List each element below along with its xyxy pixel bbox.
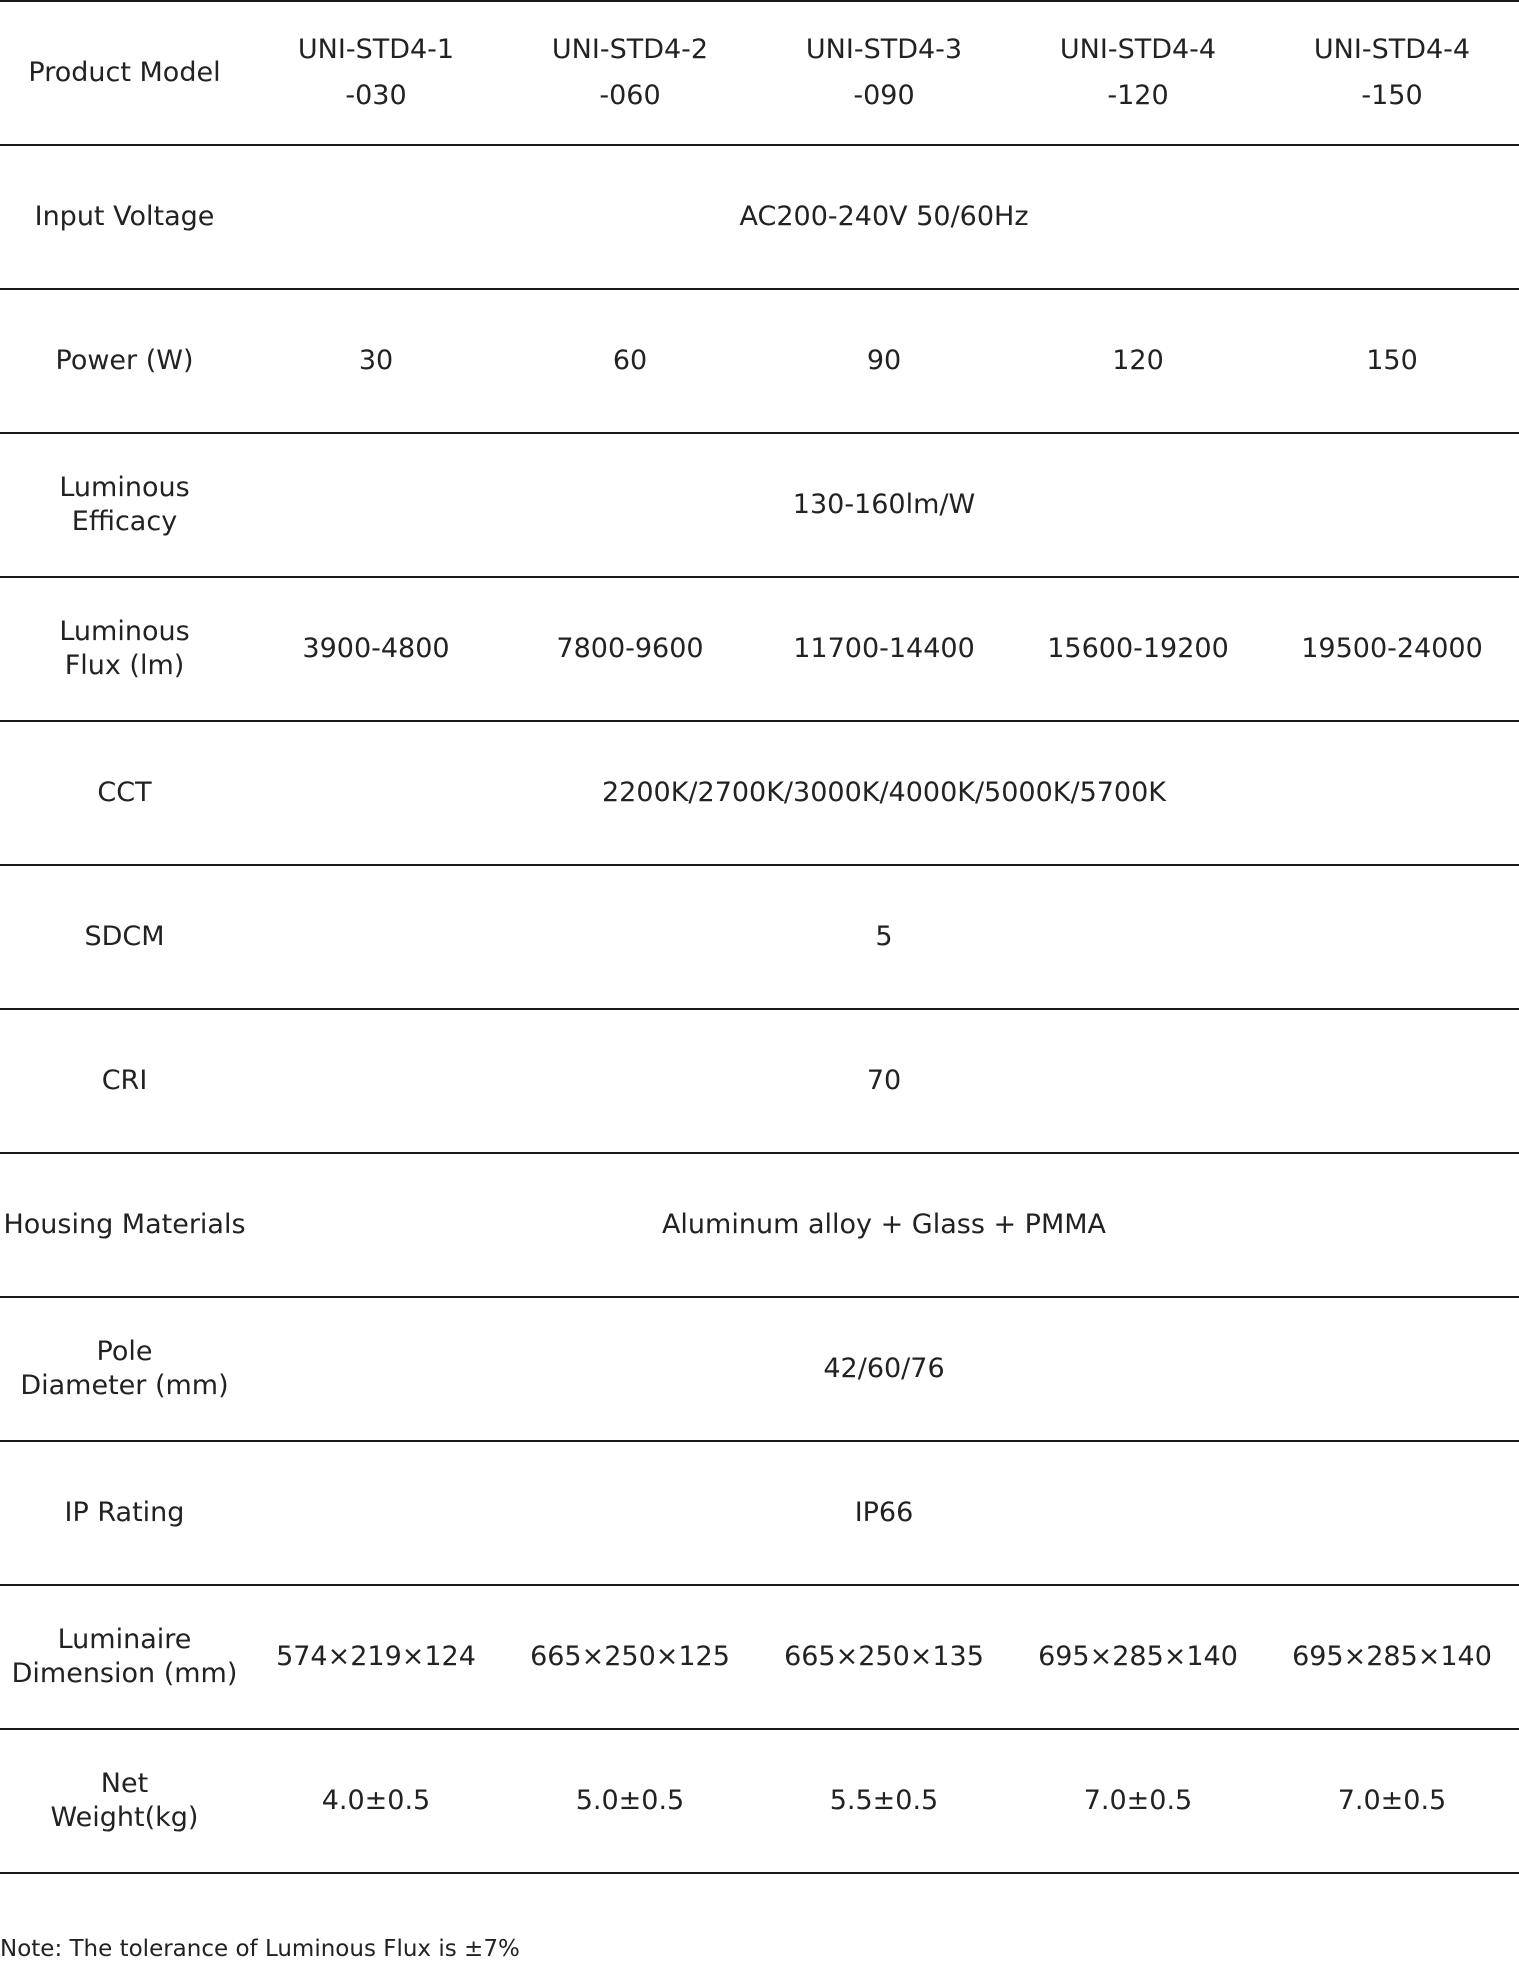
model-name-line2: -030	[345, 80, 407, 111]
cct-value: 2200K/2700K/3000K/4000K/5000K/5700K	[249, 721, 1519, 865]
row-luminaire-dimension	[0, 1585, 1519, 1729]
net-weight-value: 7.0±0.5	[1011, 1729, 1265, 1873]
model-name-line1: UNI-STD4-3	[805, 34, 963, 65]
model-name-line1: UNI-STD4-4	[1059, 34, 1217, 65]
model-cell	[1011, 1, 1265, 145]
power-value: 120	[1011, 289, 1265, 433]
ip-rating-label: IP Rating	[0, 1441, 249, 1585]
model-name-line2: -060	[599, 80, 661, 111]
luminous-flux-value: 15600-19200	[1011, 577, 1265, 721]
label-line2: Flux (lm)	[64, 650, 185, 681]
row-product-model	[0, 1, 1519, 145]
label-line2: Weight(kg)	[50, 1802, 199, 1833]
net-weight-label	[0, 1729, 249, 1873]
sdcm-label: SDCM	[0, 865, 249, 1009]
row-input-voltage	[0, 145, 1519, 289]
cct-label: CCT	[0, 721, 249, 865]
luminous-efficacy-value: 130-160lm/W	[249, 433, 1519, 577]
row-cri	[0, 1009, 1519, 1153]
row-net-weight	[0, 1729, 1519, 1873]
pole-diameter-label	[0, 1297, 249, 1441]
row-luminous-efficacy	[0, 433, 1519, 577]
net-weight-value: 4.0±0.5	[249, 1729, 503, 1873]
model-cell	[757, 1, 1011, 145]
cri-value: 70	[249, 1009, 1519, 1153]
model-cell	[503, 1, 757, 145]
luminaire-dimension-value: 574×219×124	[249, 1585, 503, 1729]
label-line1: Net	[100, 1768, 149, 1799]
luminous-flux-value: 11700-14400	[757, 577, 1011, 721]
sdcm-value: 5	[249, 865, 1519, 1009]
luminaire-dimension-value: 665×250×135	[757, 1585, 1011, 1729]
luminaire-dimension-value: 695×285×140	[1011, 1585, 1265, 1729]
luminaire-dimension-label	[0, 1585, 249, 1729]
label-line2: Efficacy	[71, 506, 178, 537]
row-housing-materials	[0, 1153, 1519, 1297]
input-voltage-value: AC200-240V 50/60Hz	[249, 145, 1519, 289]
input-voltage-label: Input Voltage	[0, 145, 249, 289]
model-name-line2: -090	[853, 80, 915, 111]
model-name-line2: -120	[1107, 80, 1169, 111]
tolerance-note: Note: The tolerance of Luminous Flux is ±7%	[0, 1936, 520, 1962]
net-weight-value: 7.0±0.5	[1265, 1729, 1519, 1873]
power-label: Power (W)	[0, 289, 249, 433]
pole-diameter-value: 42/60/76	[249, 1297, 1519, 1441]
luminaire-dimension-value: 695×285×140	[1265, 1585, 1519, 1729]
model-name-line1: UNI-STD4-4	[1313, 34, 1471, 65]
luminous-flux-label	[0, 577, 249, 721]
luminous-flux-value: 7800-9600	[503, 577, 757, 721]
row-pole-diameter	[0, 1297, 1519, 1441]
power-value: 90	[757, 289, 1011, 433]
housing-materials-value: Aluminum alloy + Glass + PMMA	[249, 1153, 1519, 1297]
model-name-line2: -150	[1361, 80, 1423, 111]
label-line1: Luminous	[59, 472, 190, 503]
label-line1: Luminous	[59, 616, 190, 647]
label-line1: Housing Materials	[3, 1209, 246, 1240]
row-luminous-flux	[0, 577, 1519, 721]
label-line2: Dimension (mm)	[11, 1658, 238, 1689]
luminous-efficacy-label	[0, 433, 249, 577]
cri-label: CRI	[0, 1009, 249, 1153]
power-value: 60	[503, 289, 757, 433]
net-weight-value: 5.5±0.5	[757, 1729, 1011, 1873]
ip-rating-value: IP66	[249, 1441, 1519, 1585]
label-line1: Luminaire	[57, 1624, 192, 1655]
luminaire-dimension-value: 665×250×125	[503, 1585, 757, 1729]
housing-materials-label	[0, 1153, 249, 1297]
row-cct	[0, 721, 1519, 865]
row-power	[0, 289, 1519, 433]
power-value: 150	[1265, 289, 1519, 433]
row-sdcm	[0, 865, 1519, 1009]
label-line2: Diameter (mm)	[20, 1370, 229, 1401]
luminous-flux-value: 3900-4800	[249, 577, 503, 721]
luminous-flux-value: 19500-24000	[1265, 577, 1519, 721]
model-cell	[1265, 1, 1519, 145]
power-value: 30	[249, 289, 503, 433]
model-cell	[249, 1, 503, 145]
label-line1: Pole	[96, 1336, 153, 1367]
model-name-line1: UNI-STD4-2	[551, 34, 709, 65]
row-ip-rating	[0, 1441, 1519, 1585]
net-weight-value: 5.0±0.5	[503, 1729, 757, 1873]
product-model-label: Product Model	[0, 1, 249, 145]
model-name-line1: UNI-STD4-1	[297, 34, 455, 65]
